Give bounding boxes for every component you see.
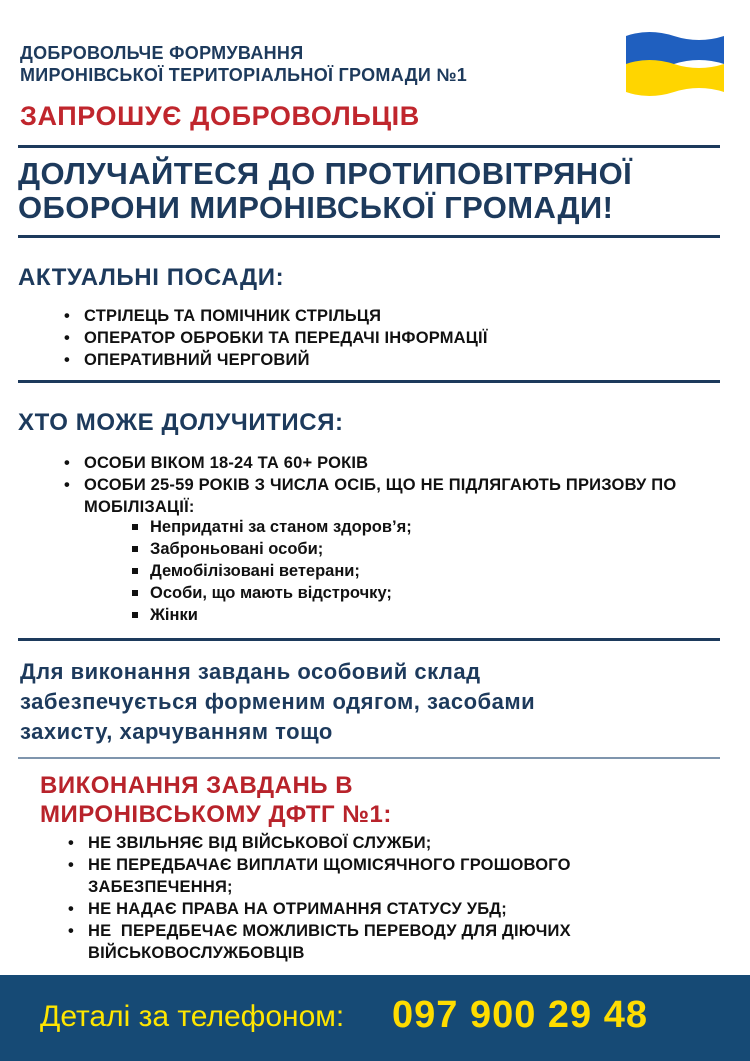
list-item: • НЕ НАДАЄ ПРАВА НА ОТРИМАННЯ СТАТУСУ УБД;	[66, 898, 716, 920]
positions-title: АКТУАЛЬНІ ПОСАДИ:	[18, 264, 285, 291]
phone-number[interactable]: 097 900 29 48	[392, 994, 649, 1036]
who-list	[62, 452, 712, 518]
divider	[18, 380, 720, 383]
contact-label: Деталі за телефоном:	[40, 1000, 345, 1033]
terms-list	[66, 832, 716, 964]
list-item: • НЕ ПЕРЕДБАЧАЄ ВИПЛАТИ ЩОМІСЯЧНОГО ГРОШОВОГО ЗАБЕЗПЕЧЕННЯ;	[66, 854, 716, 898]
positions-list	[62, 305, 488, 371]
who-sublist	[130, 516, 412, 626]
list-item: • НЕ ЗВІЛЬНЯЄ ВІД ВІЙСЬКОВОЇ СЛУЖБИ;	[66, 832, 716, 854]
provision-line: захисту, харчуванням тощо	[20, 719, 333, 744]
headline-line-2: ОБОРОНИ МИРОНІВСЬКОЇ ГРОМАДИ!	[18, 190, 614, 225]
org-line-2: МИРОНІВСЬКОЇ ТЕРИТОРІАЛЬНОЇ ГРОМАДИ №1	[20, 65, 468, 85]
divider	[18, 757, 720, 759]
who-title: ХТО МОЖЕ ДОЛУЧИТИСЯ:	[18, 409, 344, 436]
organization-name	[20, 42, 467, 86]
invite-title: ЗАПРОШУЄ ДОБРОВОЛЬЦІВ	[20, 101, 420, 131]
list-item: • СТРІЛЕЦЬ ТА ПОМІЧНИК СТРІЛЬЦЯ	[62, 305, 488, 327]
list-item: • ОСОБИ ВІКОМ 18-24 ТА 60+ РОКІВ	[62, 452, 712, 474]
sub-list-item: Жінки	[130, 604, 412, 626]
sub-list-item: Особи, що мають відстрочку;	[130, 582, 412, 604]
divider	[18, 638, 720, 641]
list-item: • ОСОБИ 25-59 РОКІВ З ЧИСЛА ОСІБ, ЩО НЕ ПІДЛЯГАЮТЬ ПРИЗОВУ ПО МОБІЛІЗАЦІЇ:	[62, 474, 712, 518]
sub-list-item: Непридатні за станом здоров’я;	[130, 516, 412, 538]
terms-title-line-1: ВИКОНАННЯ ЗАВДАНЬ В	[40, 772, 354, 799]
sub-list-item: Демобілізовані ветерани;	[130, 560, 412, 582]
provision-line: забезпечується форменим одягом, засобами	[20, 689, 536, 714]
ukraine-flag-icon	[624, 30, 726, 96]
list-item: • НЕ ПЕРЕДБЕЧАЄ МОЖЛИВІСТЬ ПЕРЕВОДУ ДЛЯ ДІЮЧИХ ВІЙСЬКОВОСЛУЖБОВЦІВ	[66, 920, 716, 964]
sub-list-item: Заброньовані особи;	[130, 538, 412, 560]
provision-line: Для виконання завдань особовий склад	[20, 659, 481, 684]
headline	[18, 157, 632, 225]
headline-line-1: ДОЛУЧАЙТЕСЯ ДО ПРОТИПОВІТРЯНОЇ	[18, 156, 633, 191]
list-item: • ОПЕРАТИВНИЙ ЧЕРГОВИЙ	[62, 349, 488, 371]
provision-text	[20, 657, 535, 747]
terms-title-line-2: МИРОНІВСЬКОМУ ДФТГ №1:	[40, 801, 392, 828]
list-item: • ОПЕРАТОР ОБРОБКИ ТА ПЕРЕДАЧІ ІНФОРМАЦІЇ	[62, 327, 488, 349]
divider	[18, 235, 720, 238]
divider	[18, 145, 720, 148]
terms-title	[40, 771, 392, 829]
org-line-1: ДОБРОВОЛЬЧЕ ФОРМУВАННЯ	[20, 43, 304, 63]
